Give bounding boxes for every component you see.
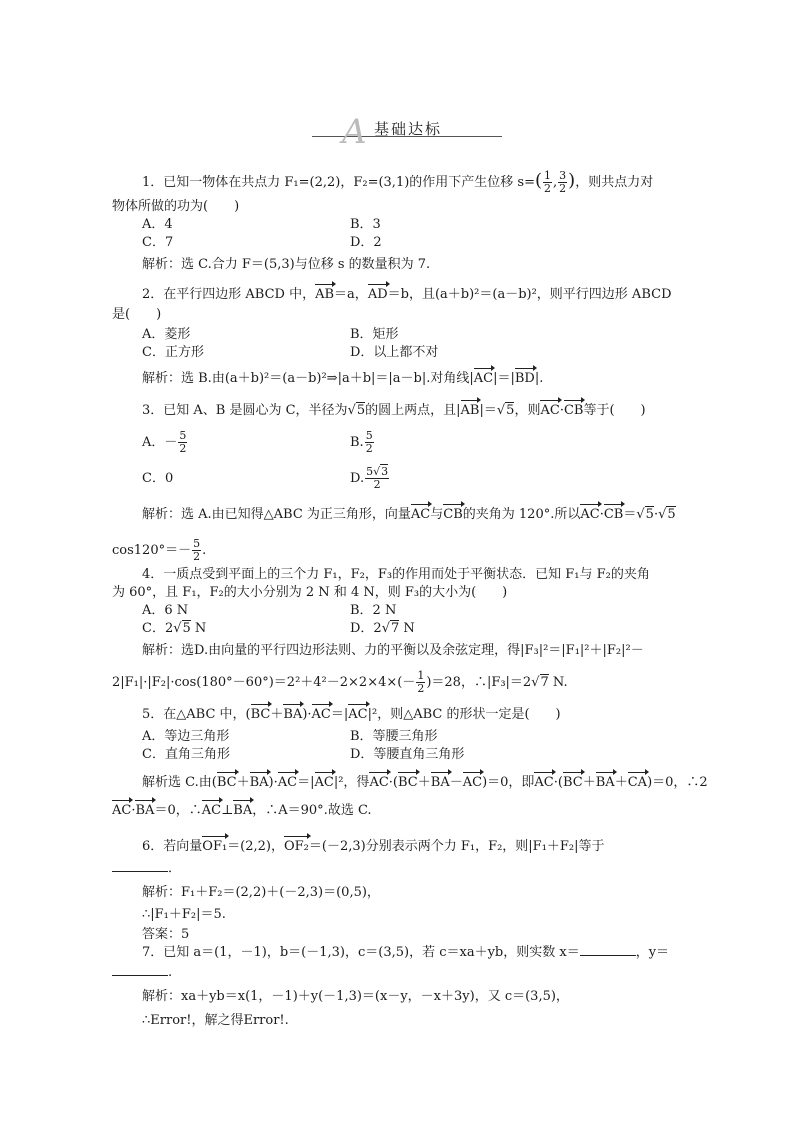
q4-stem: 4．一质点受到平面上的三个力 F₁，F₂，F₃的作用而处于平衡状态．已知 F₁与 F₂的夹角 (142, 567, 650, 582)
q1-option-b: B．3 (350, 217, 381, 232)
q5-solution: 解析选 C.由(BC＋BA)·AC＝|AC|²，得AC·(BC＋BA－AC)＝0，即AC·(BC＋BA＋CA)＝0，∴2 (142, 775, 708, 790)
q3-stem: 3．已知 A、B 是圆心为 C，半径为√5的圆上两点，且|AB|＝√5，则AC·CB等于( ) (142, 403, 646, 418)
q2-stem-cont: 是( ) (112, 307, 162, 322)
q6-answer: 答案：5 (142, 927, 190, 942)
q4-option-c: C．2√5 N (142, 621, 207, 636)
q1-option-d: D．2 (350, 235, 382, 250)
q5-option-b: B．等腰三角形 (350, 729, 438, 744)
q2-solution: 解析：选 B.由(a＋b)²＝(a－b)²⇒|a＋b|＝|a－b|.对角线|AC|＝|BD|. (142, 371, 544, 386)
q5-option-a: A．等边三角形 (142, 729, 230, 744)
q2-option-a: A．菱形 (142, 327, 191, 342)
section-header (312, 112, 502, 152)
q1-option-a: A．4 (142, 217, 173, 232)
q3-solution: 解析：选 A.由已知得△ABC 为正三角形，向量AC与CB的夹角为 120°.所以AC·CB＝√5·√5 (142, 507, 676, 522)
q4-solution: 解析：选D.由向量的平行四边形法则、力的平衡以及余弦定理，得|F₃|²＝|F₁|²＋|F₂|²－ (142, 643, 644, 658)
q7-x-blank[interactable] (580, 955, 636, 956)
vector-ad: AD (367, 287, 388, 302)
q4-stem-cont: 为 60°，且 F₁，F₂的大小分别为 2 N 和 4 N，则 F₃的大小为( ) (112, 585, 508, 600)
q4-solution-cont: 2|F₁|·|F₂|·cos(180°－60°)＝2²＋4²－2×2×4×(－ $\frac{1}{2}$ )＝28，∴|F₃|＝2√7 N. (112, 669, 568, 695)
header-badge-letter: A (342, 112, 367, 152)
q1-stem-text: 1．已知一物体在共点力 F₁=(2,2)，F₂=(3,1)的作用下产生位移 s= (142, 175, 535, 190)
q3-option-b: B. $\frac{5}{2}$ (350, 429, 373, 455)
q3-option-a: A．－ $\frac{5}{2}$ (142, 429, 187, 455)
vector-ab: AB (315, 287, 335, 302)
section-title: 基础达标 (374, 120, 443, 138)
q7-solution-cont: ∴Error!，解之得Error!. (142, 1013, 289, 1028)
q5-stem: 5．在△ABC 中，(BC＋BA)·AC＝|AC|²，则△ABC 的形状一定是( ) (142, 707, 561, 722)
q1-option-c: C．7 (142, 235, 174, 250)
q1-s-x: $\frac{1}{2}$ (544, 169, 552, 195)
vector-bd: BD (514, 371, 535, 386)
q2-stem: 2．在平行四边形 ABCD 中，AB＝a，AD＝b，且(a＋b)²＝(a－b)²，则平行四边形 ABCD (142, 287, 672, 302)
q7-stem: 7．已知 a＝(1，－1)，b＝(－1,3)，c＝(3,5)，若 c＝xa＋yb，则实数 x＝ ，y＝ (142, 945, 670, 960)
vector-ac: AC (473, 371, 494, 386)
q3-solution-cont: cos120°＝－ $\frac{5}{2}$ . (112, 537, 207, 563)
q1-solution: 解析：选 C.合力 F＝(5,3)与位移 s 的数量积为 7. (142, 257, 431, 272)
q1-s-y: $\frac{3}{2}$ (559, 169, 567, 195)
q7-y-blank[interactable]: . (112, 964, 172, 982)
q1-stem-cont: 物体所做的功为( ) (112, 199, 240, 214)
q4-option-b: B．2 N (350, 603, 397, 618)
q5-option-d: D．等腰直角三角形 (350, 747, 465, 762)
q5-solution-cont: AC·BA＝0，∴AC⊥BA，∴A＝90°.故选 C. (112, 803, 372, 818)
q6-answer-blank[interactable]: ． (112, 860, 181, 878)
q7-solution: 解析：xa＋yb＝x(1，－1)＋y(－1,3)＝(x－y，－x＋3y)，又 c＝(3,5)， (142, 989, 569, 1004)
q3-option-c: C．0 (142, 471, 174, 486)
q5-option-c: C．直角三角形 (142, 747, 230, 762)
q1-stem: 1．已知一物体在共点力 F₁=(2,2)，F₂=(3,1)的作用下产生位移 s=( $\frac{1}{2}$ , $\frac{3}{2}$ )，则共点力对 (142, 169, 654, 195)
q6-solution: 解析：F₁＋F₂＝(2,2)＋(－2,3)＝(0,5)， (142, 885, 380, 900)
q4-option-a: A．6 N (142, 603, 189, 618)
q2-option-b: B．矩形 (350, 327, 399, 342)
q6-solution-cont: ∴|F₁＋F₂|＝5. (142, 907, 226, 922)
q3-option-d: D. $\frac{5√3}{2}$ (350, 465, 389, 491)
q4-option-d: D．2√7 N (350, 621, 415, 636)
q2-option-c: C．正方形 (142, 345, 204, 360)
q2-option-d: D．以上都不对 (350, 345, 439, 360)
q6-stem: 6．若向量OF₁＝(2,2)，OF₂＝(－2,3)分别表示两个力 F₁，F₂，则|F₁＋F₂|等于 (142, 839, 605, 854)
